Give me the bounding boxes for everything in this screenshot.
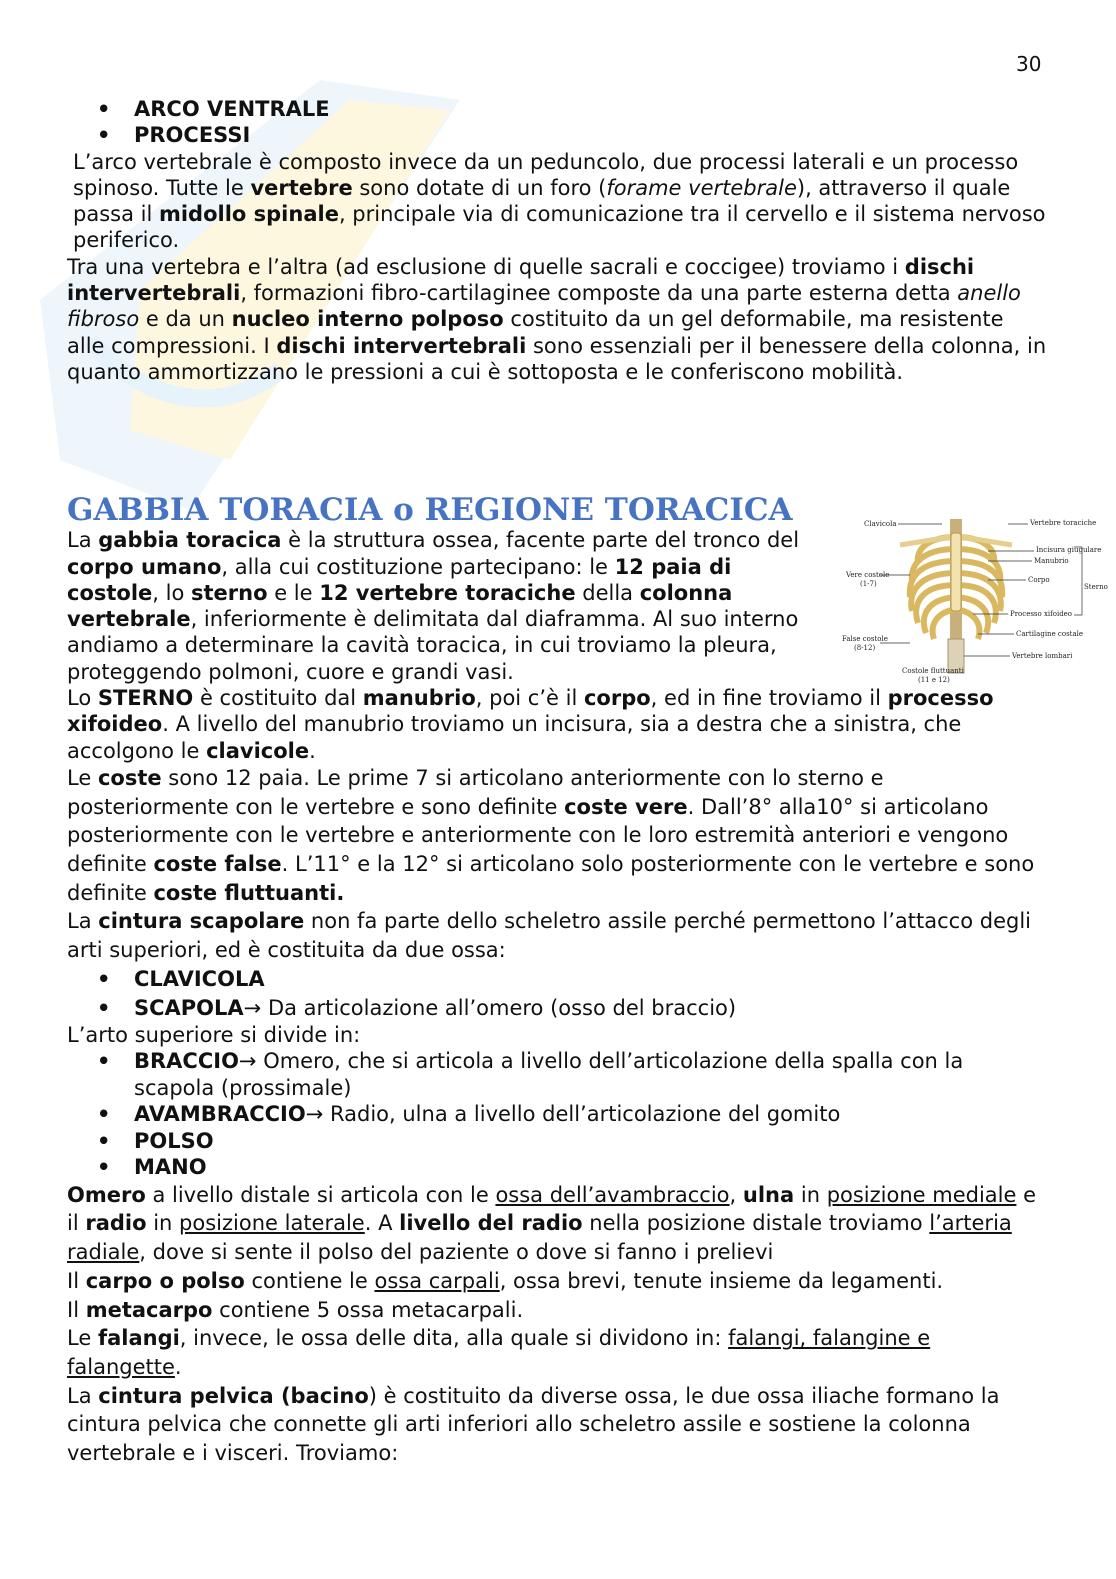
label-sterno: Sterno <box>1084 583 1108 591</box>
scapolare-list <box>67 965 1047 1022</box>
paragraph-omero: Omero a livello distale si articola con le ossa dell’avambraccio, ulna in posizione mediale e il radio in posizione laterale. A livello del radio nella posizione distale troviamo l’arteria radiale, dove si sente il polso del paziente o dove si fanno i prelievi <box>67 1182 1037 1265</box>
label-fluttuanti: Costole fluttuanti <box>902 667 964 675</box>
list-item: • PROCESSI <box>67 122 1047 148</box>
paragraph-cintura-pelvica: La cintura pelvica (bacino) è costituito da diverse ossa, le due ossa iliache formano la cintura pelvica che connette gli arti inferiori allo scheletro assile e sostiene la colonna vertebrale e i visceri. Troviamo: <box>67 1383 1000 1466</box>
label-cartilagine: Cartilagine costale <box>1016 630 1084 638</box>
paragraph-metacarpo: Il metacarpo contiene 5 ossa metacarpali. <box>67 1297 524 1322</box>
paragraph-sterno: Lo STERNO è costituito dal manubrio, poi c’è il corpo, ed in fine troviamo il processo xifoideo. A livello del manubrio troviamo un incisura, sia a destra che a sinistra, che accolgono le clavicole. <box>67 686 994 763</box>
paragraph-arto-superiore: L’arto superiore si divide in: <box>67 1023 361 1048</box>
paragraph-coste: Le coste sono 12 paia. Le prime 7 si articolano anteriormente con lo sterno e posteriormente con le vertebre e sono definite coste vere. Dall’8° alla10° si articolano posteriormente con le vertebre e anteriormente con le loro estremità anteriori e vengono definite coste false. L’11° e la 12° si articolano solo posteriormente con le vertebre e sono definite coste fluttuanti. <box>67 765 1035 905</box>
paragraph-arco: L’arco vertebrale è composto invece da un peduncolo, due processi laterali e un processo spinoso. Tutte le vertebre sono dotate di un foro (forame vertebrale), attraverso il quale passa il midollo spinale, principale via di comunicazione tra il cervello e il sistema nervoso periferico. <box>73 149 1046 253</box>
label-clavicola: Clavicola <box>864 520 897 528</box>
paragraph-carpo: Il carpo o polso contiene le ossa carpali, ossa brevi, tenute insieme da legamenti. <box>67 1268 944 1293</box>
rib-cage-illustration <box>900 519 1012 673</box>
list-item: • CLAVICOLA <box>67 965 1047 994</box>
list-item: • MANO <box>67 1154 1047 1181</box>
paragraph-falangi: Le falangi, invece, le ossa delle dita, alla quale si dividono in: falangi, falangine e falangette. <box>67 1326 931 1379</box>
paragraph-dischi: Tra una vertebra e l’altra (ad esclusione di quelle sacrali e coccigee) troviamo i dischi intervertebrali, formazioni fibro-cartilaginee composte da una parte esterna detta anello fibroso e da un nucleo interno polposo costituito da un gel deformabile, ma resistente alle compressioni. I dischi intervertebrali sono essenziali per il benessere della colonna, in quanto ammortizzano le pressioni a cui è sottoposta e le conferiscono mobilità. <box>67 254 1047 384</box>
label-processo-xifoideo: Processo xifoideo <box>1010 610 1073 618</box>
list-item: • POLSO <box>67 1128 1047 1155</box>
arto-list <box>67 1048 1047 1181</box>
list-item: • BRACCIO→ Omero, che si articola a livello dell’articolazione della spalla con la scapola (prossimale) <box>67 1048 1047 1101</box>
paragraph-gabbia: La gabbia toracica è la struttura ossea, facente parte del tronco del corpo umano, alla cui costituzione partecipano: le 12 paia di costole, lo sterno e le 12 vertebre toraciche della colonna vertebrale, inferiormente è delimitata dal diaframma. Al suo interno andiamo a determinare la cavità toracica, in cui troviamo la pleura, proteggendo polmoni, cuore e grandi vasi. <box>67 528 800 684</box>
label-manubrio: Manubrio <box>1034 557 1069 565</box>
rib-cage-figure <box>838 515 1110 687</box>
paragraph-cintura-scapolare: La cintura scapolare non fa parte dello scheletro assile perché permettono l’attacco degli arti superiori, ed è costituita da due ossa: <box>67 909 1032 963</box>
label-corpo: Corpo <box>1028 576 1050 584</box>
label-vere-coste-range: (1-7) <box>860 580 877 588</box>
label-false-coste-range: (8-12) <box>854 644 876 652</box>
list-item: • SCAPOLA→ Da articolazione all’omero (osso del braccio) <box>67 994 1047 1023</box>
list-item: • ARCO VENTRALE <box>67 96 1047 122</box>
label-incisura: Incisura giugulare <box>1036 546 1102 554</box>
page-number: 30 <box>1016 52 1042 76</box>
top-bullet-list <box>67 96 1047 149</box>
list-item: • AVAMBRACCIO→ Radio, ulna a livello dell’articolazione del gomito <box>67 1101 1047 1128</box>
label-vertebre-toraciche: Vertebre toraciche <box>1030 519 1097 527</box>
label-vere-coste: Vere costole <box>846 571 890 579</box>
label-vertebre-lombari: Vertebre lombari <box>1012 652 1073 660</box>
document-body <box>67 96 1047 1468</box>
label-fluttuanti-range: (11 e 12) <box>918 676 950 684</box>
label-false-coste: False costole <box>842 635 888 643</box>
section-title: GABBIA TORACIA o REGIONE TORACICA <box>67 492 793 529</box>
